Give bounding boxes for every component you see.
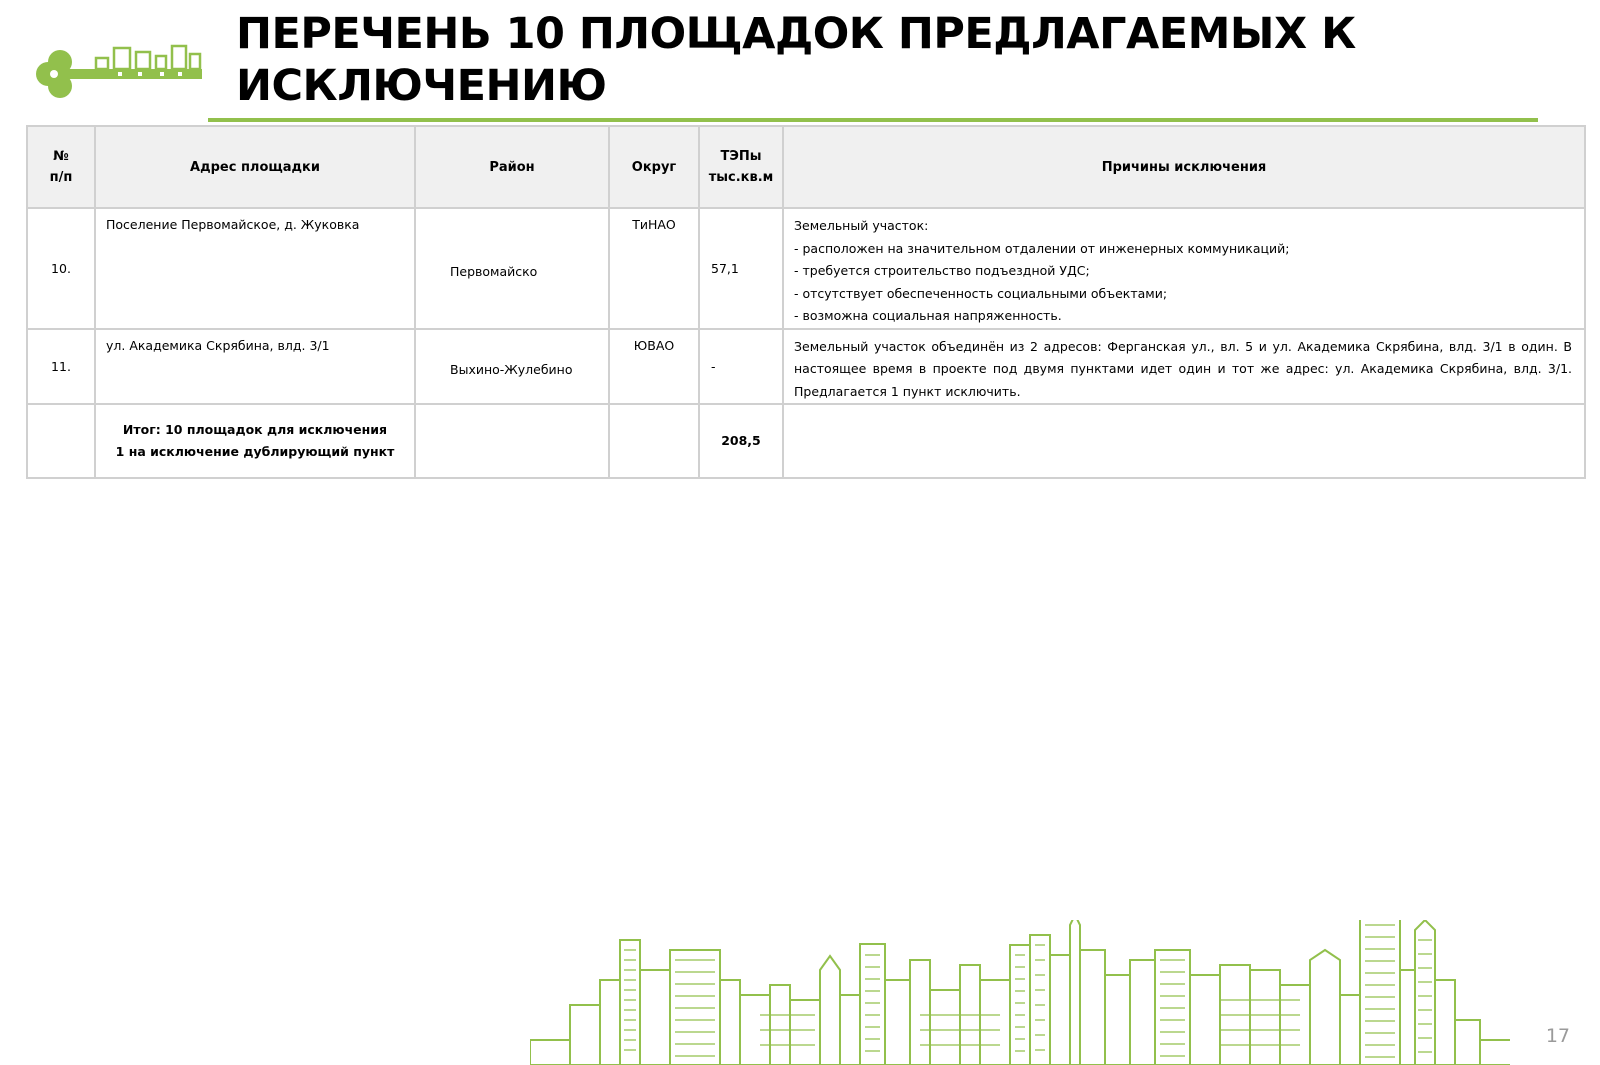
row-tep: -: [699, 329, 783, 405]
city-skyline-icon: [530, 920, 1510, 1065]
table-row: [27, 208, 1585, 329]
header-num: № п/п: [27, 126, 95, 208]
header-address: Адрес площадки: [95, 126, 415, 208]
total-okrug-empty: [609, 404, 699, 478]
key-city-logo-icon: [26, 40, 202, 108]
row-reasons: Земельный участок объединён из 2 адресов: Ферганская ул., вл. 5 и ул. Академика Скрябина, влд. 3/1 в один. В настоящее время в проекте под двумя пунктами идет один и тот же адрес: ул. Академика Скрябина, влд. 3/1. Предлагается 1 пункт исключить.: [783, 329, 1585, 405]
row-okrug: ЮВАО: [609, 329, 699, 405]
row-address: ул. Академика Скрябина, влд. 3/1: [95, 329, 415, 405]
row-address: Поселение Первомайское, д. Жуковка: [95, 208, 415, 329]
table-header-row: [27, 126, 1585, 208]
reason-line: - расположен на значительном отдалении от инженерных коммуникаций;: [794, 240, 1290, 256]
table-row: [27, 329, 1585, 405]
reason-line: - требуется строительство подъездной УДС;: [794, 263, 1090, 278]
total-label: Итог: 10 площадок для исключения 1 на исключение дублирующий пункт: [95, 404, 415, 478]
total-district-empty: [415, 404, 609, 478]
slide-title: ПЕРЕЧЕНЬ 10 ПЛОЩАДОК ПРЕДЛАГАЕМЫХ К ИСКЛЮЧЕНИЮ: [236, 9, 1356, 111]
reason-line: - возможна социальная напряженность.: [794, 308, 1062, 323]
row-reasons: [783, 208, 1585, 329]
reason-line: Земельный участок:: [794, 218, 929, 233]
header-okrug: Округ: [609, 126, 699, 208]
exclusion-table: [26, 125, 1586, 479]
row-num: 11.: [27, 329, 95, 405]
page-number: 17: [1545, 1025, 1570, 1047]
row-okrug: ТиНАО: [609, 208, 699, 329]
reason-line: - отсутствует обеспеченность социальными объектами;: [794, 285, 1168, 301]
header-district: Район: [415, 126, 609, 208]
row-num: 10.: [27, 208, 95, 329]
row-tep: 57,1: [699, 208, 783, 329]
header-reasons: Причины исключения: [783, 126, 1585, 208]
row-district: Выхино-Жулебино: [415, 329, 609, 405]
row-district: Первомайско: [415, 208, 609, 329]
header-tep: ТЭПы тыс.кв.м: [699, 126, 783, 208]
total-num-empty: [27, 404, 95, 478]
title-underline: [208, 118, 1538, 122]
total-tep: 208,5: [699, 404, 783, 478]
total-reasons-empty: [783, 404, 1585, 478]
table-total-row: [27, 404, 1585, 478]
